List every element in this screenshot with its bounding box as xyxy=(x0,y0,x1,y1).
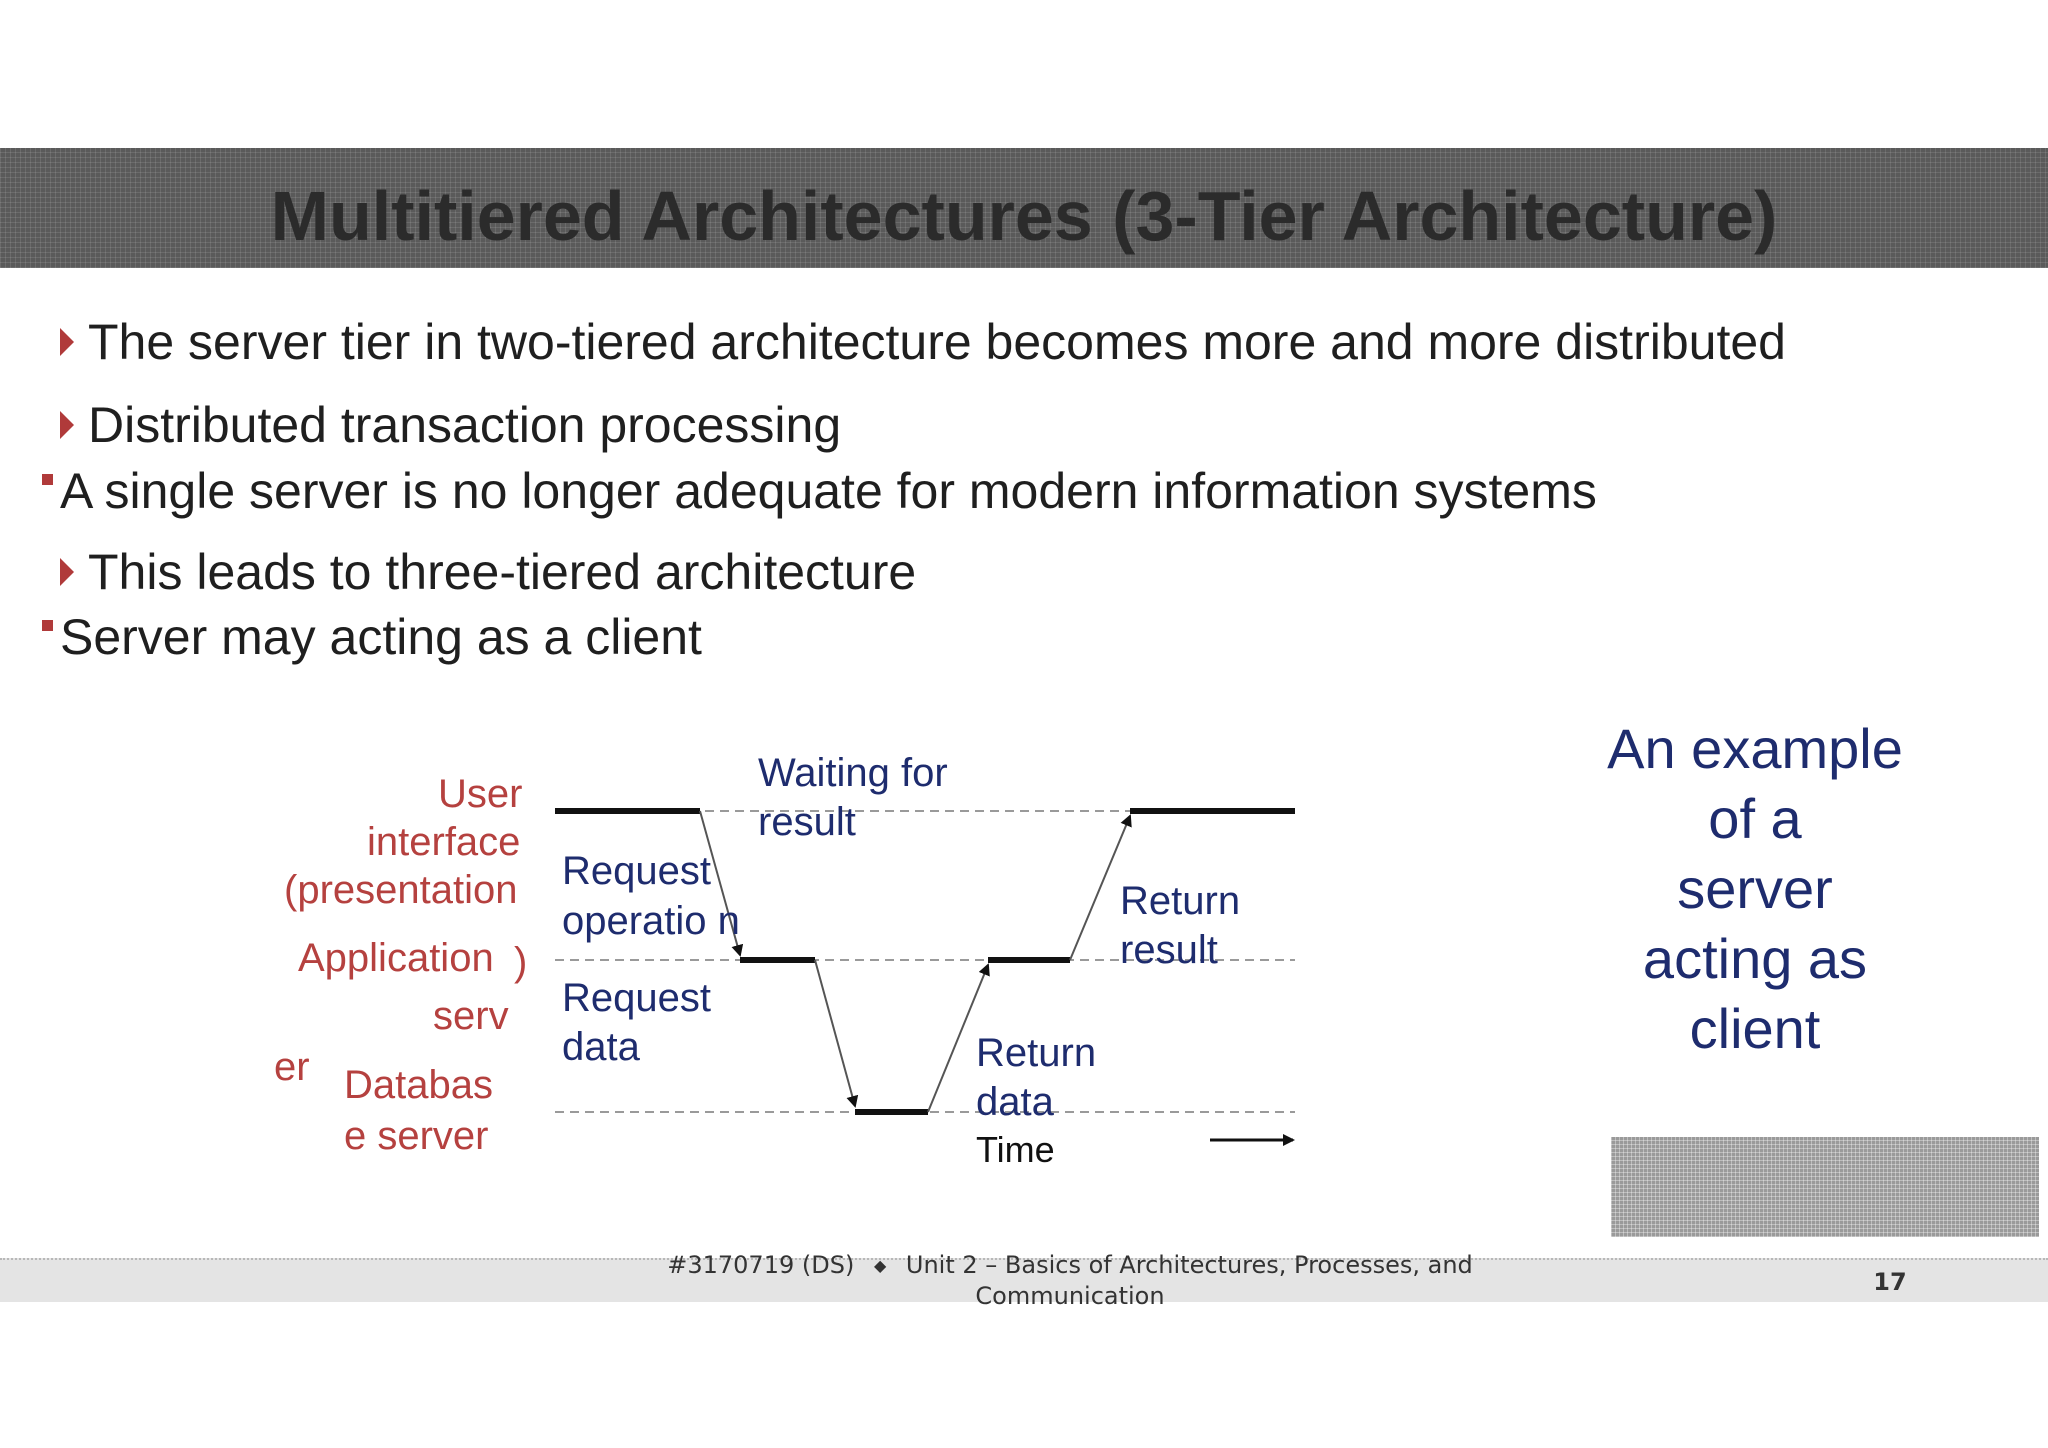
return-result-label-1: Return xyxy=(1120,879,1241,923)
tier-label-ui-3: (presentation xyxy=(284,868,518,912)
return-result-label-2: result xyxy=(1120,928,1218,972)
footer-unit-title: Unit 2 – Basics of Architectures, Processes, and xyxy=(905,1251,1473,1279)
request-operation-label-1: Request xyxy=(562,849,711,893)
tier-label-app-3: er xyxy=(274,1045,310,1089)
bullet-3: This leads to three-tiered architecture xyxy=(88,544,917,600)
page-number: 17 xyxy=(1873,1268,1907,1296)
footer-text xyxy=(650,1250,1490,1312)
sub-bullet-1: A single server is no longer adequate for modern information systems xyxy=(60,463,1597,519)
footer-line-2: Communication xyxy=(975,1282,1165,1310)
footer-line-1 xyxy=(650,1250,1490,1281)
tier-label-app-1: Application xyxy=(298,936,494,980)
side-note-line-3: server xyxy=(1677,857,1833,920)
side-note xyxy=(1560,714,1950,1064)
time-axis-label: Time xyxy=(976,1129,1055,1170)
request-data-label-2: data xyxy=(562,1025,640,1069)
sub-bullet-2: Server may acting as a client xyxy=(60,609,702,665)
side-note-line-2: of a xyxy=(1708,787,1802,850)
request-data-label-1: Request xyxy=(562,976,711,1020)
tier-label-ui-4: ) xyxy=(514,940,528,984)
request-operation-label-2: operatio n xyxy=(562,899,740,943)
tier-label-app-2: serv xyxy=(433,994,509,1038)
side-note-line-5: client xyxy=(1689,997,1821,1060)
tier-label-ui-1: User xyxy=(438,772,523,816)
side-note-line-1: An example xyxy=(1607,717,1903,780)
footer-separator-icon: ◆ xyxy=(873,1256,887,1275)
request-data-arrow xyxy=(815,960,855,1106)
waiting-label-2: result xyxy=(758,800,856,844)
tier-label-db-1: Databas xyxy=(344,1063,493,1107)
footer-course: #3170719 (DS) xyxy=(667,1251,855,1279)
return-data-label-2: data xyxy=(976,1080,1054,1124)
waiting-label-1: Waiting for xyxy=(758,751,948,795)
return-data-label-1: Return xyxy=(976,1031,1097,1075)
side-note-line-4: acting as xyxy=(1642,927,1868,990)
tier-label-ui-2: interface xyxy=(367,820,521,864)
bullet-1: The server tier in two-tiered architecture becomes more and more distributed xyxy=(88,314,1786,370)
tier-label-db-2: e server xyxy=(344,1114,489,1158)
decorative-grid-patch xyxy=(1611,1137,2039,1237)
slide-title: Multitiered Architectures (3-Tier Architecture) xyxy=(270,177,1778,255)
bullet-2: Distributed transaction processing xyxy=(88,397,842,453)
